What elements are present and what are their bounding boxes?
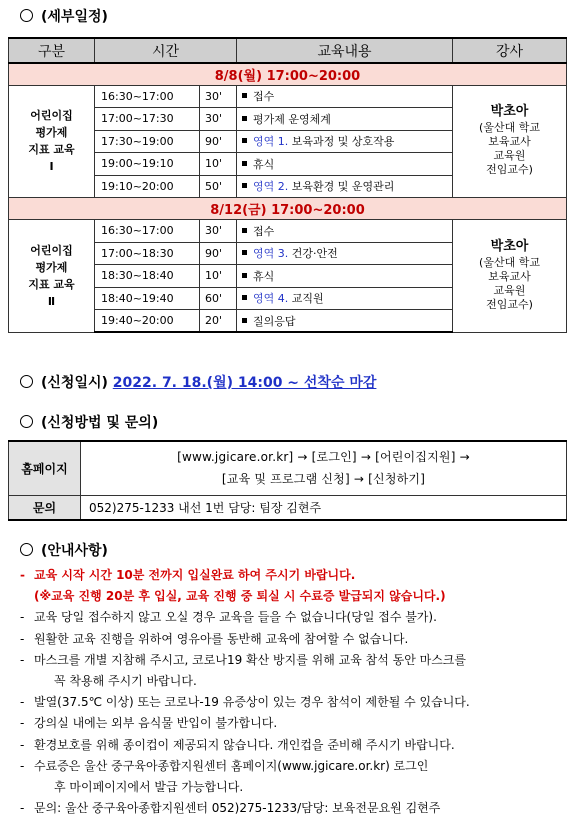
dash-bullet: - (20, 652, 25, 667)
notice-item-line: 환경보호를 위해 종이컵이 제공되지 않습니다. 개인컵을 준비해 주시기 바랍니다. (34, 737, 455, 752)
content-text: 건강·안전 (291, 247, 338, 261)
notice-item-line: 수료증은 울산 중구육아종합지원센터 홈페이지(www.jgicare.or.kr) 로그인 (34, 758, 429, 773)
contact-row (9, 495, 567, 520)
square-bullet-icon (242, 183, 247, 188)
header-instructor: 강사 (453, 38, 567, 63)
notice-item (18, 756, 570, 798)
content-text: 보육환경 및 운영관리 (291, 180, 395, 194)
apply-method-table (8, 440, 567, 521)
instructor-desc-line: (울산대 학교 (479, 255, 540, 269)
schedule-table (8, 37, 567, 333)
notice-item-line: 강의실 내에는 외부 음식물 반입이 불가합니다. (34, 716, 278, 731)
notice-section-title (20, 540, 108, 560)
homepage-path-line2: [교육 및 프로그램 신청] → [신청하기] (221, 472, 426, 487)
instructor-desc-line: 교육원 (493, 283, 526, 297)
session-minutes: 30' (200, 85, 237, 108)
session-time: 18:40~19:40 (95, 287, 200, 310)
notice-item (18, 607, 570, 628)
content-text: 휴식 (253, 269, 275, 283)
area-prefix: 영역 3. (253, 247, 289, 261)
circle-bullet-icon (20, 415, 33, 428)
session-time: 16:30~17:00 (95, 85, 200, 108)
session-date: 8/12(금) 17:00~20:00 (9, 198, 567, 220)
session-minutes: 50' (200, 175, 237, 198)
content-text: 접수 (253, 224, 275, 238)
schedule-title-text: (세부일정) (41, 9, 108, 25)
session-time: 16:30~17:00 (95, 220, 200, 243)
session-minutes: 20' (200, 310, 237, 333)
session-content (237, 287, 453, 310)
square-bullet-icon (242, 295, 247, 300)
apply-method-section-title (20, 412, 158, 432)
session-date: 8/8(월) 17:00~20:00 (9, 63, 567, 85)
header-category: 구분 (9, 38, 95, 63)
apply-date-value: 2022. 7. 18.(월) 14:00 ~ 선착순 마감 (112, 375, 377, 391)
session-minutes: 30' (200, 220, 237, 243)
area-prefix: 영역 2. (253, 180, 289, 194)
notice-item (18, 650, 570, 692)
session-minutes: 60' (200, 287, 237, 310)
instructor-cell (453, 85, 567, 198)
homepage-path (81, 441, 567, 495)
dash-bullet: - (20, 737, 25, 752)
square-bullet-icon (242, 161, 247, 166)
session-group-line: 지표 교육 (28, 143, 75, 157)
dash-bullet: - (20, 716, 25, 731)
header-content: 교육내용 (237, 38, 453, 63)
schedule-row (9, 220, 567, 243)
session-group-line: 지표 교육 (28, 277, 75, 291)
session-minutes: 90' (200, 242, 237, 265)
instructor-desc-line: 보육교사 (488, 269, 531, 283)
square-bullet-icon (242, 250, 247, 255)
session-time: 19:40~20:00 (95, 310, 200, 333)
square-bullet-icon (242, 228, 247, 233)
notice-item-red (18, 565, 570, 586)
session-group-line: 어린이집 (30, 243, 73, 257)
notice-items (18, 607, 570, 819)
session-group (9, 220, 95, 333)
session-date-row (9, 198, 567, 220)
notice-item-line-continued: 후 마이페이지에서 발급 가능합니다. (54, 780, 244, 795)
notice-item (18, 713, 570, 734)
notice-red-sub: (※교육 진행 20분 후 입실, 교육 진행 중 퇴실 시 수료증 발급되지 않습니다.) (34, 589, 446, 604)
session-content (237, 85, 453, 108)
instructor-desc-line: 전임교수) (486, 163, 533, 177)
session-content (237, 310, 453, 333)
notice-item-line-continued: 꼭 착용해 주시기 바랍니다. (54, 674, 197, 689)
dash-bullet: - (20, 758, 25, 773)
homepage-row (9, 441, 567, 495)
content-text: 접수 (253, 90, 275, 104)
dash-bullet: - (20, 610, 25, 625)
instructor-cell (453, 220, 567, 333)
square-bullet-icon (242, 318, 247, 323)
session-time: 19:00~19:10 (95, 153, 200, 176)
session-time: 19:10~20:00 (95, 175, 200, 198)
content-text: 평가제 운영체계 (253, 112, 331, 126)
area-prefix: 영역 1. (253, 135, 289, 149)
instructor-name: 박초아 (490, 238, 529, 254)
apply-method-title-text: (신청방법 및 문의) (41, 415, 159, 431)
schedule-header-row (9, 38, 567, 63)
notice-item-line: 문의: 울산 중구육아종합지원센터 052)275-1233/담당: 보육전문요원 김현주 (34, 801, 441, 816)
session-minutes: 10' (200, 153, 237, 176)
square-bullet-icon (242, 138, 247, 143)
notice-item-line: 원활한 교육 진행을 위하여 영유아를 동반해 교육에 참여할 수 없습니다. (34, 631, 409, 646)
session-group-line: Ⅰ (49, 160, 54, 174)
session-minutes: 10' (200, 265, 237, 288)
notice-item-line: 발열(37.5℃ 이상) 또는 코로나-19 유증상이 있는 경우 참석이 제한될 수 있습니다. (34, 695, 470, 710)
apply-date-label: (신청일시) (41, 375, 108, 391)
notice-item-line: 마스크를 개별 지참해 주시고, 코로나19 확산 방지를 위해 교육 참석 동안 마스크를 (34, 652, 466, 667)
homepage-label: 홈페이지 (9, 441, 81, 495)
instructor-name: 박초아 (490, 104, 529, 120)
square-bullet-icon (242, 273, 247, 278)
session-group-line: 평가제 (35, 260, 68, 274)
session-group-line: 평가제 (35, 126, 68, 140)
session-content (237, 108, 453, 131)
session-time: 18:30~18:40 (95, 265, 200, 288)
square-bullet-icon (242, 116, 247, 121)
notice-item (18, 735, 570, 756)
notice-item-line: 교육 당일 접수하지 않고 오실 경우 교육을 들을 수 없습니다(당일 접수 불가). (34, 610, 437, 625)
dash-bullet: - (20, 568, 25, 582)
contact-value: 052)275-1233 내선 1번 담당: 팀장 김현주 (81, 495, 567, 520)
notice-title-text: (안내사항) (41, 543, 108, 559)
dash-bullet: - (20, 631, 25, 646)
session-date-row (9, 63, 567, 85)
session-time: 17:00~17:30 (95, 108, 200, 131)
homepage-path-line1: [www.jgicare.or.kr] → [로그인] → [어린이집지원] → (177, 450, 470, 465)
instructor-desc-line: (울산대 학교 (479, 121, 540, 135)
session-content (237, 220, 453, 243)
area-prefix: 영역 4. (253, 292, 289, 306)
session-content (237, 242, 453, 265)
content-text: 질의응답 (253, 314, 296, 328)
session-group (9, 85, 95, 198)
content-text: 보육과정 및 상호작용 (291, 135, 395, 149)
square-bullet-icon (242, 93, 247, 98)
dash-bullet: - (20, 801, 25, 816)
session-minutes: 30' (200, 108, 237, 131)
circle-bullet-icon (20, 9, 33, 22)
content-text: 휴식 (253, 157, 275, 171)
instructor-desc-line: 보육교사 (488, 135, 531, 149)
session-minutes: 90' (200, 130, 237, 153)
session-time: 17:30~19:00 (95, 130, 200, 153)
notice-list (18, 565, 570, 819)
circle-bullet-icon (20, 543, 33, 556)
circle-bullet-icon (20, 375, 33, 388)
session-content (237, 265, 453, 288)
notice-red-main: 교육 시작 시간 10분 전까지 입실완료 하여 주시기 바랍니다. (34, 568, 356, 582)
header-time: 시간 (95, 38, 237, 63)
schedule-section-title (20, 6, 108, 26)
apply-date-line (20, 372, 376, 392)
notice-item (18, 629, 570, 650)
session-time: 17:00~18:30 (95, 242, 200, 265)
notice-item (18, 692, 570, 713)
instructor-desc-line: 전임교수) (486, 297, 533, 311)
dash-bullet: - (20, 695, 25, 710)
notice-item (18, 798, 570, 819)
session-content (237, 153, 453, 176)
session-group-line: 어린이집 (30, 109, 73, 123)
session-content (237, 130, 453, 153)
schedule-row (9, 85, 567, 108)
session-group-line: Ⅱ (47, 294, 56, 308)
instructor-desc-line: 교육원 (493, 149, 526, 163)
contact-label: 문의 (9, 495, 81, 520)
content-text: 교직원 (291, 292, 324, 306)
session-content (237, 175, 453, 198)
